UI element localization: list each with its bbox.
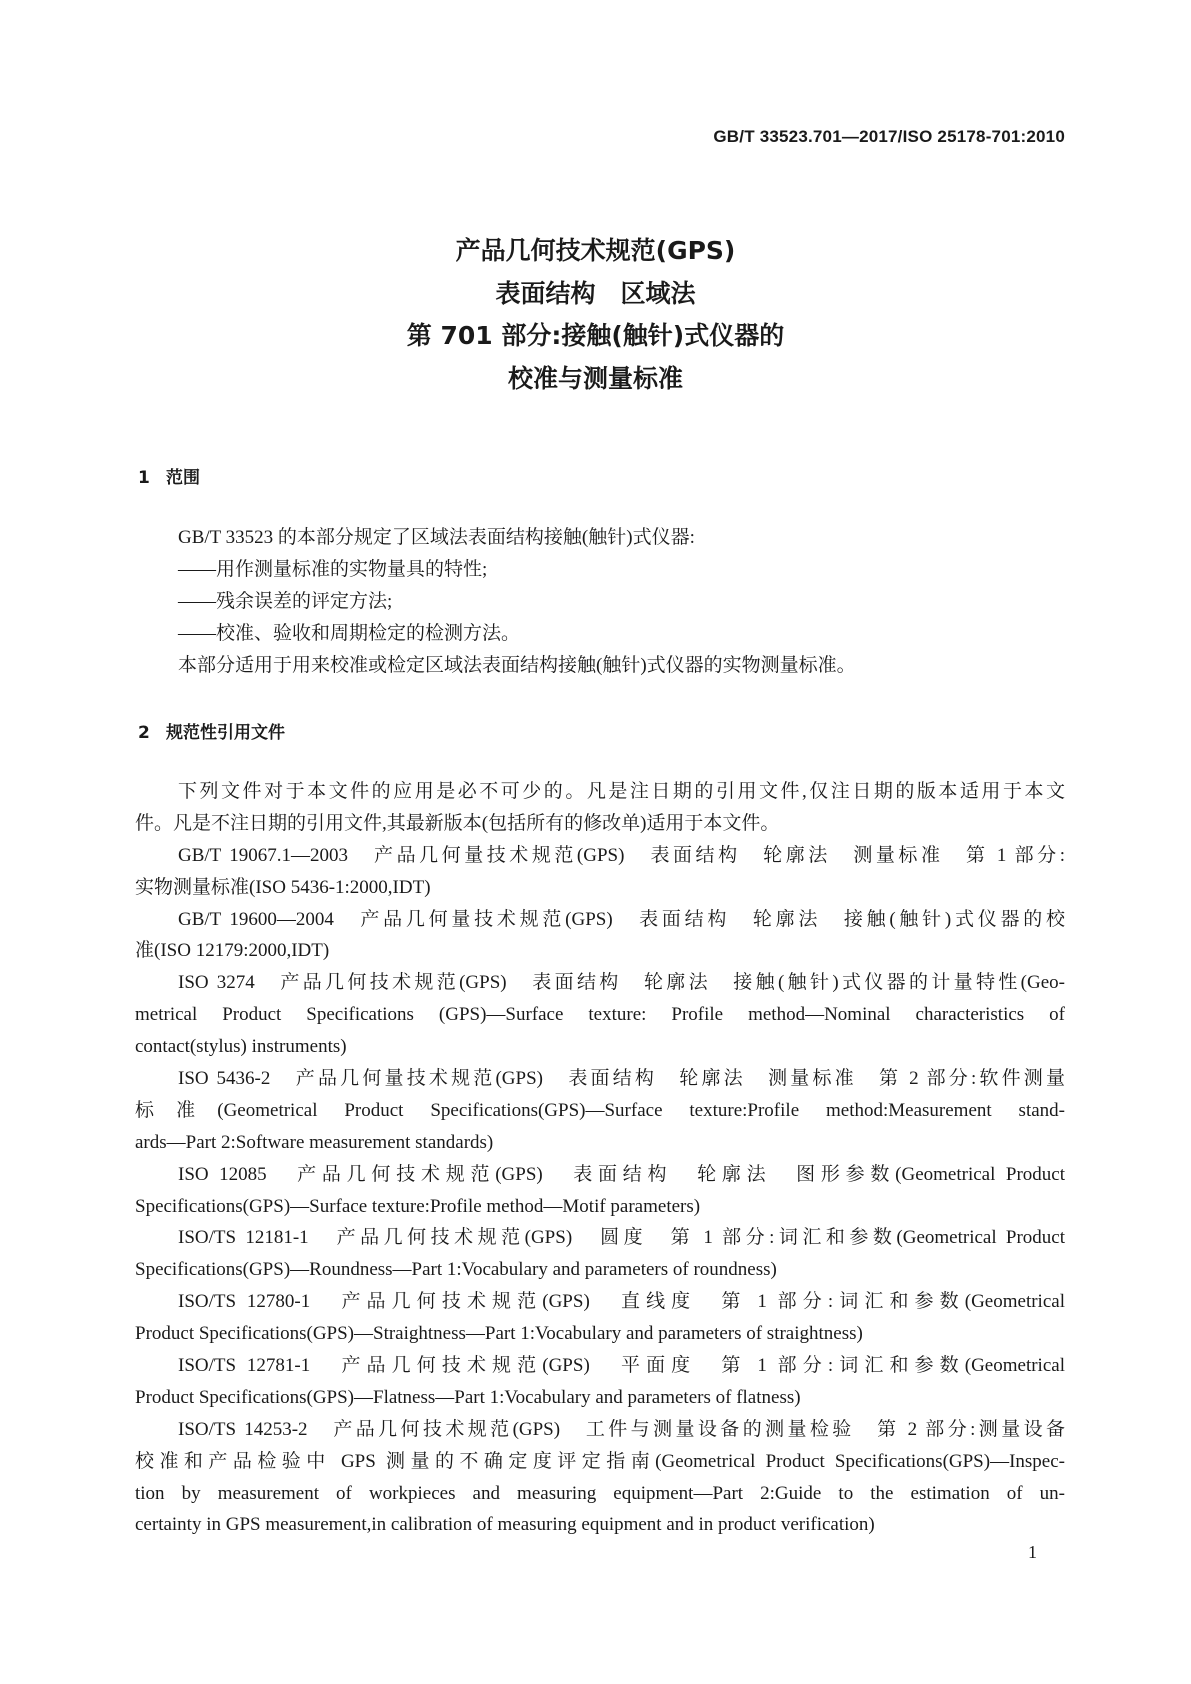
document-title (0, 230, 1191, 400)
text-line: Product Specifications(GPS)—Flatness—Part 1:Vocabulary and parameters of flatness) (135, 1386, 801, 1408)
section-heading-scope (138, 463, 200, 488)
standard-number-header: GB/T 33523.701—2017/ISO 25178-701:2010 (713, 127, 1065, 146)
text-line: 实物测量标准(ISO 5436-1:2000,IDT) (135, 876, 431, 898)
text-line: ISO 12085 产品几何技术规范(GPS) 表面结构 轮廓法 图形参数(Geometrical Product (178, 1163, 1065, 1185)
paragraph (135, 967, 1065, 1063)
title-line: 表面结构 区域法 (495, 278, 696, 308)
text-line: GB/T 19067.1—2003 产品几何量技术规范(GPS) 表面结构 轮廓法 测量标准 第 1 部分: (178, 844, 1065, 866)
text-line: Specifications(GPS)—Surface texture:Profile method—Motif parameters) (135, 1195, 701, 1217)
text-line: GB/T 19600—2004 产品几何量技术规范(GPS) 表面结构 轮廓法 接触(触针)式仪器的校 (178, 908, 1065, 930)
text-line: contact(stylus) instruments) (135, 1036, 347, 1058)
paragraph (135, 1159, 1065, 1223)
paragraph (135, 1063, 1065, 1159)
paragraph (135, 840, 1065, 904)
text-line: 准(ISO 12179:2000,IDT) (135, 940, 330, 962)
text-line: 件。凡是不注日期的引用文件,其最新版本(包括所有的修改单)适用于本文件。 (135, 812, 780, 834)
paragraph (135, 586, 1065, 618)
paragraph (135, 1286, 1065, 1350)
paragraph (135, 618, 1065, 650)
text-line: ISO/TS 14253-2 产品几何技术规范(GPS) 工件与测量设备的测量检验 第 2 部分:测量设备 (178, 1418, 1065, 1440)
paragraph (135, 1350, 1065, 1414)
paragraph (135, 1222, 1065, 1286)
text-line: ISO/TS 12181-1 产品几何技术规范(GPS) 圆度 第 1 部分:词汇和参数(Geometrical Product (178, 1227, 1065, 1249)
text-line: ——校准、验收和周期检定的检测方法。 (178, 622, 521, 644)
text-line: ISO/TS 12781-1 产品几何技术规范(GPS) 平面度 第 1 部分:词汇和参数(Geometrical (178, 1355, 1065, 1377)
text-line: 校准和产品检验中 GPS 测量的不确定度评定指南(Geometrical Product Specifications(GPS)—Inspec- (135, 1450, 1065, 1472)
text-line: 下列文件对于本文件的应用是必不可少的。凡是注日期的引用文件,仅注日期的版本适用于本文 (178, 781, 1065, 802)
paragraph (135, 1414, 1065, 1542)
section-body-normative-references (135, 776, 1065, 1541)
page-number: 1 (1028, 1542, 1037, 1562)
title-line: 产品几何技术规范(GPS) (455, 236, 736, 265)
text-line: ISO 5436-2 产品几何量技术规范(GPS) 表面结构 轮廓法 测量标准 第 2 部分:软件测量 (178, 1068, 1065, 1090)
section-body-scope (135, 522, 1065, 681)
paragraph (135, 554, 1065, 586)
text-line: metrical Product Specifications (GPS)—Surface texture: Profile method—Nominal characteristics of (135, 1004, 1065, 1026)
text-line: Specifications(GPS)—Roundness—Part 1:Vocabulary and parameters of roundness) (135, 1259, 777, 1281)
text-line: ISO 3274 产品几何技术规范(GPS) 表面结构 轮廓法 接触(触针)式仪器的计量特性(Geo- (178, 972, 1065, 994)
text-line: tion by measurement of workpieces and measuring equipment—Part 2:Guide to the estimation of un- (135, 1482, 1065, 1504)
title-line: 校准与测量标准 (507, 363, 683, 393)
text-line: GB/T 33523 的本部分规定了区域法表面结构接触(触针)式仪器: (178, 527, 695, 548)
text-line: ——用作测量标准的实物量具的特性; (178, 558, 488, 580)
title-line: 第 701 部分:接触(触针)式仪器的 (406, 321, 785, 350)
section-title: 范围 (166, 468, 200, 488)
section-number: 2 (138, 723, 150, 743)
section-title: 规范性引用文件 (166, 723, 285, 743)
paragraph (135, 904, 1065, 968)
text-line: ——残余误差的评定方法; (178, 590, 393, 612)
paragraph (135, 650, 1065, 682)
text-line: 本部分适用于用来校准或检定区域法表面结构接触(触针)式仪器的实物测量标准。 (178, 654, 856, 676)
paragraph (135, 522, 1065, 554)
paragraph (135, 776, 1065, 840)
text-line: certainty in GPS measurement,in calibration of measuring equipment and in product verification) (135, 1514, 875, 1536)
section-heading-normative-references (138, 718, 285, 743)
text-line: ards—Part 2:Software measurement standards) (135, 1131, 494, 1153)
text-line: 标准(Geometrical Product Specifications(GPS)—Surface texture:Profile method:Measurement stand- (135, 1099, 1065, 1121)
text-line: Product Specifications(GPS)—Straightness—Part 1:Vocabulary and parameters of straightness) (135, 1323, 863, 1345)
text-line: ISO/TS 12780-1 产品几何技术规范(GPS) 直线度 第 1 部分:词汇和参数(Geometrical (178, 1291, 1065, 1313)
section-number: 1 (138, 468, 150, 488)
